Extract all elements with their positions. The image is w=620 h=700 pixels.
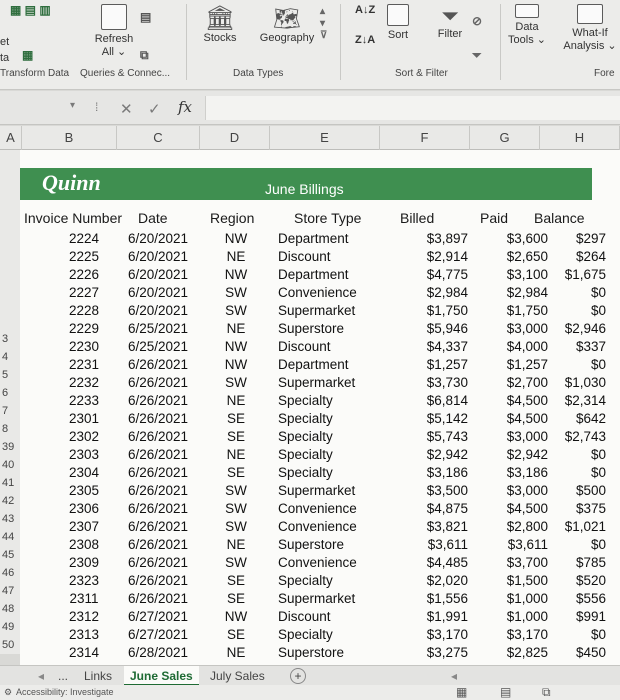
sort-button[interactable] — [378, 4, 418, 41]
cell-paid[interactable]: $3,700 — [506, 555, 548, 570]
header-store-type[interactable]: Store Type — [294, 210, 362, 226]
cell-balance[interactable]: $450 — [575, 645, 606, 660]
row-number[interactable]: 43 — [0, 510, 20, 528]
cell-balance[interactable]: $0 — [590, 285, 606, 300]
separator — [340, 4, 341, 80]
page-break-icon[interactable]: ⧉ — [542, 685, 551, 699]
cell-invoice-number[interactable]: 2303 — [68, 447, 100, 462]
ribbon — [0, 0, 620, 90]
row-number[interactable]: 44 — [0, 528, 20, 546]
cell-date[interactable]: 6/26/2021 — [127, 501, 189, 516]
cell-region[interactable]: NE — [226, 249, 246, 264]
group-transform-data: Transform Data — [0, 68, 70, 79]
name-box-dropdown-icon[interactable]: ▾ — [70, 100, 76, 111]
cell-invoice-number[interactable]: 2306 — [68, 501, 100, 516]
cell-billed[interactable]: $3,500 — [426, 483, 468, 498]
cell-paid[interactable]: $4,500 — [506, 411, 548, 426]
cell-region[interactable]: NW — [224, 267, 248, 282]
cell-invoice-number[interactable]: 2308 — [68, 537, 100, 552]
header-billed[interactable]: Billed — [400, 210, 435, 226]
cell-paid[interactable]: $3,186 — [506, 465, 548, 480]
cell-billed[interactable]: $1,991 — [426, 609, 468, 624]
add-sheet-button[interactable]: + — [290, 668, 306, 684]
cell-balance[interactable]: $264 — [575, 249, 606, 264]
group-data-types: Data Types — [233, 68, 284, 79]
normal-view-icon[interactable]: ▦ — [456, 685, 468, 699]
refresh-label: Refresh — [94, 33, 134, 45]
header-region[interactable]: Region — [210, 210, 255, 226]
column-header-h[interactable]: H — [540, 126, 620, 150]
cell-date[interactable]: 6/26/2021 — [127, 519, 189, 534]
group-sort-filter: Sort & Filter — [395, 68, 448, 79]
cell-invoice-number[interactable]: 2309 — [68, 555, 100, 570]
row-number[interactable]: 6 — [0, 384, 20, 402]
row-number[interactable]: 42 — [0, 492, 20, 510]
cell-balance[interactable]: $2,946 — [564, 321, 606, 336]
formula-bar — [0, 91, 620, 125]
stocks-label: Stocks — [203, 32, 237, 44]
cell-balance[interactable]: $0 — [590, 465, 606, 480]
get-data-fragment-top[interactable]: et — [0, 36, 10, 48]
cell-billed[interactable]: $3,186 — [426, 465, 468, 480]
cell-region[interactable]: NW — [224, 231, 248, 246]
cell-billed[interactable]: $6,814 — [426, 393, 468, 408]
header-invoice-number[interactable]: Invoice Number — [24, 210, 123, 226]
cell-billed[interactable]: $3,730 — [426, 375, 468, 390]
cell-invoice-number[interactable]: 2305 — [68, 483, 100, 498]
cell-date[interactable]: 6/26/2021 — [127, 447, 189, 462]
sheet-tabs — [0, 665, 620, 685]
cell-store-type[interactable]: Convenience — [278, 501, 357, 516]
sort-label: Sort — [387, 29, 409, 41]
cell-region[interactable]: NE — [226, 447, 246, 462]
cell-store-type[interactable]: Department — [278, 267, 349, 282]
cell-paid[interactable]: $1,000 — [506, 609, 548, 624]
cell-store-type[interactable]: Supermarket — [278, 303, 356, 318]
cell-region[interactable]: NE — [226, 393, 246, 408]
cell-balance[interactable]: $520 — [575, 573, 606, 588]
row-number[interactable] — [0, 258, 20, 276]
cell-store-type[interactable]: Superstore — [278, 645, 345, 660]
cell-store-type[interactable]: Discount — [278, 339, 331, 354]
accessibility-status[interactable]: Accessibility: Investigate — [16, 687, 114, 697]
tab-scroll-left-icon[interactable]: ◂ — [38, 669, 45, 683]
cell-region[interactable]: NW — [224, 357, 248, 372]
cell-paid[interactable]: $2,650 — [506, 249, 548, 264]
cancel-icon[interactable]: ✕ — [120, 101, 133, 118]
cell-invoice-number[interactable]: 2323 — [68, 573, 100, 588]
cell-region[interactable]: SW — [225, 483, 247, 498]
header-paid[interactable]: Paid — [480, 210, 509, 226]
geography-button[interactable] — [254, 6, 320, 44]
cell-region[interactable]: SE — [226, 573, 245, 588]
data-tools-sub-label: Tools — [508, 34, 534, 46]
cell-billed[interactable]: $5,743 — [426, 429, 468, 444]
separator — [500, 4, 501, 80]
cell-billed[interactable]: $5,946 — [426, 321, 468, 336]
clear-filter-icon[interactable]: ⊘ — [472, 14, 483, 28]
column-header-d[interactable]: D — [200, 126, 270, 150]
cell-date[interactable]: 6/25/2021 — [127, 339, 189, 354]
data-tools-button[interactable]: Data Tools ⌄ — [504, 4, 550, 46]
cell-invoice-number[interactable]: 2229 — [68, 321, 100, 336]
cell-invoice-number[interactable]: 2313 — [68, 627, 100, 642]
row-number[interactable] — [0, 150, 20, 168]
cell-paid[interactable]: $1,000 — [506, 591, 548, 606]
cell-billed[interactable]: $4,337 — [426, 339, 468, 354]
status-bar — [0, 685, 620, 700]
cell-date[interactable]: 6/26/2021 — [127, 537, 189, 552]
geography-label: Geography — [259, 32, 315, 44]
cell-billed[interactable]: $1,257 — [426, 357, 468, 372]
row-number[interactable] — [0, 240, 20, 258]
cell-store-type[interactable]: Discount — [278, 249, 331, 264]
worksheet[interactable] — [20, 150, 620, 665]
query-icon[interactable]: ▦ ▤ ▥ — [10, 3, 51, 17]
cell-date[interactable]: 6/26/2021 — [127, 429, 189, 444]
cell-paid[interactable]: $2,825 — [506, 645, 548, 660]
properties-icon[interactable]: ▤ — [140, 10, 152, 24]
cell-paid[interactable]: $3,000 — [506, 321, 548, 336]
cell-store-type[interactable]: Specialty — [278, 465, 333, 480]
cell-invoice-number[interactable]: 2231 — [68, 357, 100, 372]
cell-date[interactable]: 6/20/2021 — [127, 249, 189, 264]
cell-paid[interactable]: $4,500 — [506, 501, 548, 516]
row-number[interactable] — [0, 186, 20, 204]
cell-region[interactable]: SE — [226, 591, 245, 606]
cell-billed[interactable]: $2,914 — [426, 249, 468, 264]
sort-icon — [387, 4, 409, 26]
cell-store-type[interactable]: Department — [278, 357, 349, 372]
cell-invoice-number[interactable]: 2225 — [68, 249, 100, 264]
cell-billed[interactable]: $3,275 — [426, 645, 468, 660]
row-number[interactable]: 41 — [0, 474, 20, 492]
sheet-title: June Billings — [265, 181, 344, 197]
cell-date[interactable]: 6/26/2021 — [127, 483, 189, 498]
header-date[interactable]: Date — [138, 210, 168, 226]
cell-region[interactable]: SE — [226, 429, 245, 444]
cell-date[interactable]: 6/26/2021 — [127, 573, 189, 588]
cell-paid[interactable]: $2,984 — [506, 285, 548, 300]
insert-function-button[interactable]: fx — [178, 98, 193, 116]
cell-region[interactable]: NE — [226, 321, 246, 336]
row-number[interactable]: 49 — [0, 618, 20, 636]
what-if-analysis-button[interactable]: What-If Analysis ⌄ — [560, 4, 620, 52]
cell-billed[interactable]: $4,485 — [426, 555, 468, 570]
tab-june-sales[interactable]: June Sales — [124, 666, 199, 686]
sort-descending-icon[interactable]: Z↓A — [355, 34, 376, 46]
cell-paid[interactable]: $3,000 — [506, 429, 548, 444]
page-layout-icon[interactable]: ▤ — [500, 685, 512, 699]
cell-date[interactable]: 6/26/2021 — [127, 465, 189, 480]
cell-balance[interactable]: $991 — [575, 609, 606, 624]
cell-paid[interactable]: $1,257 — [506, 357, 548, 372]
cell-balance[interactable]: $2,743 — [564, 429, 606, 444]
column-header-a[interactable]: A — [0, 126, 22, 150]
cell-invoice-number[interactable]: 2311 — [69, 591, 99, 606]
cell-date[interactable]: 6/20/2021 — [127, 231, 189, 246]
cell-invoice-number[interactable]: 2314 — [68, 645, 100, 660]
cell-billed[interactable]: $5,142 — [426, 411, 468, 426]
refresh-icon — [101, 4, 127, 30]
row-number[interactable] — [0, 204, 20, 222]
cell-region[interactable]: SW — [225, 285, 247, 300]
cell-date[interactable]: 6/26/2021 — [127, 555, 189, 570]
row-number[interactable]: 47 — [0, 582, 20, 600]
cell-invoice-number[interactable]: 2228 — [68, 303, 100, 318]
cell-balance[interactable]: $337 — [575, 339, 606, 354]
cell-invoice-number[interactable]: 2312 — [68, 609, 100, 624]
cell-billed[interactable]: $3,897 — [426, 231, 468, 246]
cell-balance[interactable]: $1,021 — [564, 519, 606, 534]
row-number[interactable]: 5 — [0, 366, 20, 384]
cell-invoice-number[interactable]: 2224 — [68, 231, 100, 246]
cell-store-type[interactable]: Discount — [278, 609, 331, 624]
cell-balance[interactable]: $2,314 — [564, 393, 606, 408]
horizontal-scrollbar[interactable]: ◂ — [451, 669, 458, 683]
cell-billed[interactable]: $3,611 — [427, 537, 468, 552]
cell-invoice-number[interactable]: 2230 — [68, 339, 100, 354]
get-data-fragment-bottom[interactable]: ta — [0, 52, 10, 64]
cell-invoice-number[interactable]: 2226 — [68, 267, 100, 282]
tab-july-sales[interactable]: July Sales — [210, 669, 265, 683]
cell-billed[interactable]: $1,556 — [426, 591, 468, 606]
cell-date[interactable]: 6/27/2021 — [127, 609, 189, 624]
row-number[interactable]: 46 — [0, 564, 20, 582]
cell-region[interactable]: SE — [226, 411, 245, 426]
refresh-sub-label: All — [101, 46, 114, 58]
cell-store-type[interactable]: Superstore — [278, 321, 345, 336]
cell-date[interactable]: 6/20/2021 — [127, 267, 189, 282]
enter-icon[interactable]: ✓ — [148, 101, 161, 118]
cell-paid[interactable]: $1,750 — [506, 303, 548, 318]
cell-store-type[interactable]: Supermarket — [278, 591, 356, 606]
funnel-icon: ⏷ — [441, 3, 459, 28]
cell-balance[interactable]: $0 — [590, 627, 606, 642]
row-number[interactable] — [0, 168, 20, 186]
cell-billed[interactable]: $2,020 — [426, 573, 468, 588]
cell-date[interactable]: 6/26/2021 — [127, 375, 189, 390]
cell-store-type[interactable]: Specialty — [278, 411, 333, 426]
cell-region[interactable]: SW — [225, 555, 247, 570]
cell-balance[interactable]: $785 — [575, 555, 606, 570]
cell-balance[interactable]: $0 — [590, 537, 606, 552]
cell-billed[interactable]: $2,942 — [426, 447, 468, 462]
cell-store-type[interactable]: Specialty — [278, 429, 333, 444]
tab-more[interactable]: ... — [58, 669, 69, 683]
cell-date[interactable]: 6/26/2021 — [127, 591, 189, 606]
cell-paid[interactable]: $3,000 — [506, 483, 548, 498]
cell-billed[interactable]: $3,821 — [426, 519, 468, 534]
cell-store-type[interactable]: Supermarket — [278, 375, 356, 390]
cell-region[interactable]: SW — [225, 519, 247, 534]
row-number[interactable]: 50 — [0, 636, 20, 654]
cell-date[interactable]: 6/28/2021 — [127, 645, 189, 660]
filter-button[interactable] — [432, 4, 468, 40]
column-header-b[interactable]: B — [22, 126, 117, 150]
what-if-sub-label: Analysis — [563, 40, 605, 52]
group-forecast: Fore — [594, 68, 615, 79]
cell-date[interactable]: 6/25/2021 — [127, 321, 189, 336]
cell-date[interactable]: 6/20/2021 — [127, 285, 189, 300]
cell-paid[interactable]: $3,100 — [506, 267, 548, 282]
drag-handle-icon[interactable]: ⁞ — [95, 100, 99, 114]
cell-balance[interactable]: $375 — [575, 501, 606, 516]
cell-invoice-number[interactable]: 2227 — [68, 285, 100, 300]
sort-ascending-icon[interactable]: A↓Z — [355, 4, 376, 16]
cell-invoice-number[interactable]: 2233 — [68, 393, 100, 408]
cell-balance[interactable]: $297 — [575, 231, 606, 246]
formula-input[interactable] — [205, 96, 620, 120]
cell-region[interactable]: NW — [224, 339, 248, 354]
cell-region[interactable]: SW — [225, 501, 247, 516]
cell-region[interactable]: SE — [226, 465, 245, 480]
filter-label: Filter — [437, 28, 463, 40]
row-number[interactable] — [0, 294, 20, 312]
cell-region[interactable]: SW — [225, 303, 247, 318]
cell-invoice-number[interactable]: 2301 — [68, 411, 100, 426]
what-if-icon — [577, 4, 603, 24]
cell-invoice-number[interactable]: 2232 — [68, 375, 100, 390]
cell-region[interactable]: NW — [224, 609, 248, 624]
column-header-f[interactable]: F — [380, 126, 470, 150]
cell-paid[interactable]: $3,611 — [507, 537, 548, 552]
cell-date[interactable]: 6/26/2021 — [127, 357, 189, 372]
cell-billed[interactable]: $4,875 — [426, 501, 468, 516]
cell-billed[interactable]: $2,984 — [426, 285, 468, 300]
cell-store-type[interactable]: Specialty — [278, 627, 333, 642]
row-number[interactable]: 39 — [0, 438, 20, 456]
row-number[interactable] — [0, 312, 20, 330]
what-if-label: What-If — [572, 27, 608, 39]
row-number[interactable]: 45 — [0, 546, 20, 564]
row-number[interactable]: 4 — [0, 348, 20, 366]
cell-invoice-number[interactable]: 2307 — [68, 519, 100, 534]
row-number[interactable]: 48 — [0, 600, 20, 618]
header-balance[interactable]: Balance — [534, 210, 585, 226]
cell-balance[interactable]: $0 — [590, 447, 606, 462]
cell-store-type[interactable]: Convenience — [278, 285, 357, 300]
cell-store-type[interactable]: Supermarket — [278, 483, 356, 498]
refresh-all-button[interactable]: Refresh All ⌄ — [92, 4, 136, 58]
cell-balance[interactable]: $1,030 — [564, 375, 606, 390]
cell-paid[interactable]: $4,000 — [506, 339, 548, 354]
column-header-c[interactable]: C — [117, 126, 200, 150]
row-number[interactable] — [0, 222, 20, 240]
cell-date[interactable]: 6/26/2021 — [127, 393, 189, 408]
row-number[interactable]: 40 — [0, 456, 20, 474]
map-icon: 🗺 — [273, 6, 301, 31]
edit-links-icon[interactable]: ⧉ — [140, 48, 149, 62]
accessibility-icon: ⚙ — [4, 687, 13, 697]
cell-region[interactable]: NE — [226, 645, 246, 660]
cell-region[interactable]: NE — [226, 537, 246, 552]
cell-paid[interactable]: $2,800 — [506, 519, 548, 534]
cell-billed[interactable]: $1,750 — [426, 303, 468, 318]
cell-store-type[interactable]: Convenience — [278, 519, 357, 534]
tab-links[interactable]: Links — [84, 669, 113, 683]
cell-paid[interactable]: $2,942 — [506, 447, 548, 462]
cell-region[interactable]: SE — [226, 627, 245, 642]
cell-balance[interactable]: $642 — [575, 411, 606, 426]
cell-date[interactable]: 6/26/2021 — [127, 411, 189, 426]
cell-invoice-number[interactable]: 2302 — [68, 429, 100, 444]
cell-store-type[interactable]: Specialty — [278, 573, 333, 588]
row-number[interactable]: 3 — [0, 330, 20, 348]
cell-paid[interactable]: $3,170 — [506, 627, 548, 642]
cell-paid[interactable]: $1,500 — [506, 573, 548, 588]
cell-region[interactable]: SW — [225, 375, 247, 390]
cell-paid[interactable]: $3,600 — [506, 231, 548, 246]
cell-store-type[interactable]: Specialty — [278, 393, 333, 408]
cell-paid[interactable]: $4,500 — [506, 393, 548, 408]
column-header-g[interactable]: G — [470, 126, 540, 150]
company-logo: Quinn — [42, 170, 101, 195]
group-queries: Queries & Connec... — [80, 68, 171, 79]
data-tools-icon — [515, 4, 539, 18]
column-headers — [0, 126, 620, 150]
separator — [186, 4, 187, 80]
column-header-e[interactable]: E — [270, 126, 380, 150]
cell-paid[interactable]: $2,700 — [506, 375, 548, 390]
cell-store-type[interactable]: Department — [278, 231, 349, 246]
cell-billed[interactable]: $3,170 — [426, 627, 468, 642]
bank-icon: 🏛 — [204, 5, 236, 32]
cell-date[interactable]: 6/27/2021 — [127, 627, 189, 642]
row-number[interactable]: 8 — [0, 420, 20, 438]
cell-store-type[interactable]: Superstore — [278, 537, 345, 552]
cell-balance[interactable]: $0 — [590, 303, 606, 318]
data-types-gallery-icon[interactable]: ▴ ▾ ⊽ — [320, 6, 328, 41]
row-number[interactable]: 7 — [0, 402, 20, 420]
stocks-button[interactable] — [198, 6, 242, 44]
cell-balance[interactable]: $0 — [590, 357, 606, 372]
cell-billed[interactable]: $4,775 — [426, 267, 468, 282]
row-number[interactable] — [0, 276, 20, 294]
cell-date[interactable]: 6/20/2021 — [127, 303, 189, 318]
table-icon[interactable]: ▦ — [22, 48, 34, 62]
data-tools-label: Data — [515, 21, 539, 33]
cell-balance[interactable]: $556 — [575, 591, 606, 606]
cell-invoice-number[interactable]: 2304 — [68, 465, 100, 480]
cell-store-type[interactable]: Convenience — [278, 555, 357, 570]
cell-store-type[interactable]: Specialty — [278, 447, 333, 462]
cell-balance[interactable]: $500 — [575, 483, 606, 498]
advanced-filter-icon[interactable]: ⏷ — [472, 48, 482, 62]
cell-balance[interactable]: $1,675 — [564, 267, 606, 282]
